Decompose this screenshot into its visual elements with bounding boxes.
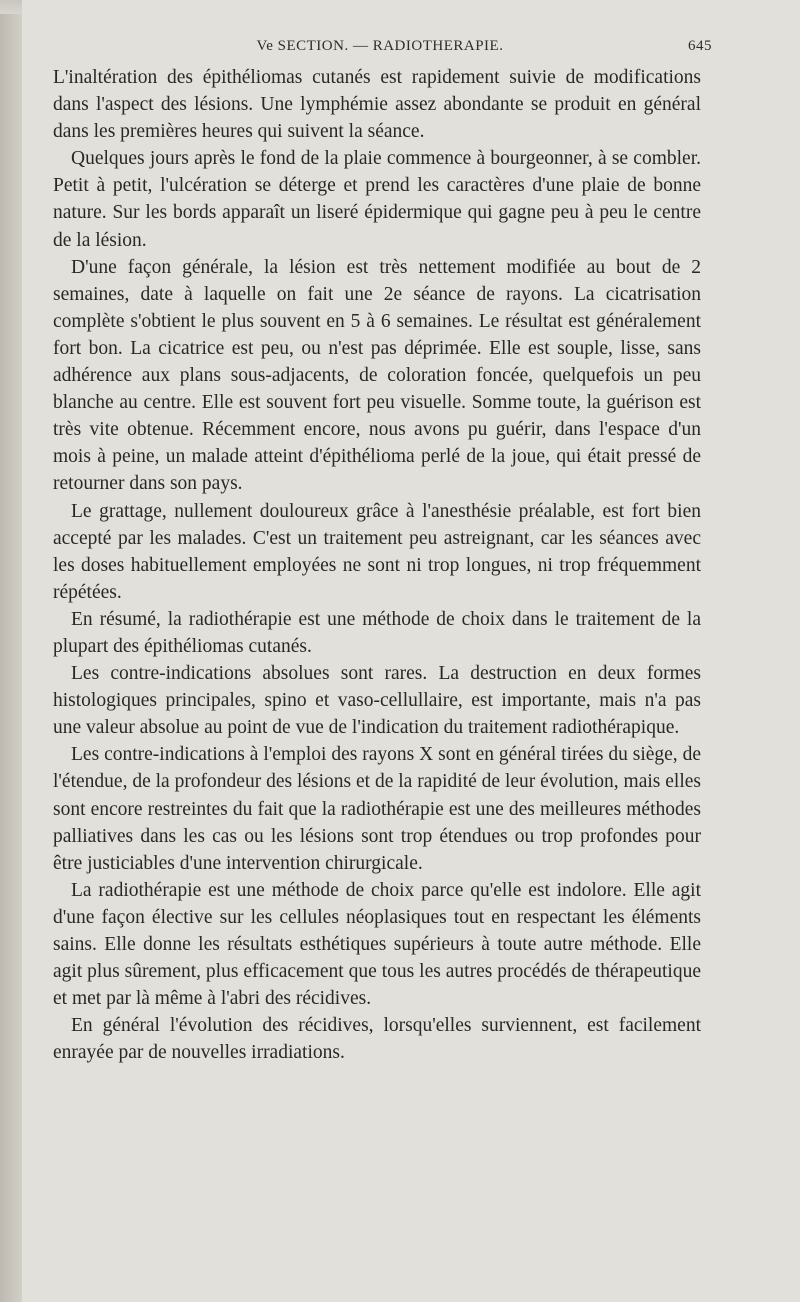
body-text (53, 64, 701, 1066)
paragraph-6: Les contre-indications absolues sont rares. La destruction en deux formes histologiques principales, spino et vaso-cellullaire, est importante, mais n'a pas une valeur absolue au point de vue de l'indication du traitement radiothérapique. (53, 663, 701, 739)
paragraph-9: En général l'évolution des récidives, lorsqu'elles surviennent, est facilement enrayée par de nouvelles irradiations. (53, 1015, 701, 1064)
paragraph-3: D'une façon générale, la lésion est très nettement modifiée au bout de 2 semaines, date à laquelle on fait une 2e séance de rayons. La cicatrisation complète s'obtient le plus souvent en 5 à 6 semaines. Le résultat est généralement fort bon. La cicatrice est peu, ou n'est pas déprimée. Elle est souple, lisse, sans adhérence aux plans sous-adjacents, de coloration foncée, quelquefois un peu blanche au centre. Elle est souvent fort peu visuelle. Somme toute, la guérison est très vite obtenue. Récemment encore, nous avons pu guérir, dans l'espace d'un mois à peine, un malade atteint d'épithélioma perlé de la joue, qui était pressé de retourner dans son pays. (53, 256, 701, 495)
paragraph-1: L'inaltération des épithéliomas cutanés est rapidement suivie de modifications dans l'aspect des lésions. Une lymphémie assez abondante se produit en général dans les premières heures qui suivent la séance. (53, 67, 701, 143)
paragraph-2: Quelques jours après le fond de la plaie commence à bourgeonner, à se combler. Petit à petit, l'ulcération se déterge et prend les caractères d'une plaie de bonne nature. Sur les bords apparaît un liseré épidermique qui gagne peu à peu le centre de la lésion. (53, 148, 701, 251)
paragraph-8: La radiothérapie est une méthode de choix parce qu'elle est indolore. Elle agit d'une façon élective sur les cellules néoplasiques tout en respectant les éléments sains. Elle donne les résultats esthétiques supérieurs à toute autre méthode. Elle agit plus sûrement, plus efficacement que tous les autres procédés de thérapeutique et met par là même à l'abri des récidives. (53, 879, 701, 1010)
running-header (48, 38, 712, 60)
paragraph-4: Le grattage, nullement douloureux grâce à l'anesthésie préalable, est fort bien accepté par les malades. C'est un traitement peu astreignant, car les séances avec les doses habituellement employées ne sont ni trop longues, ni trop fréquemment répétées. (53, 500, 701, 603)
section-title: Ve SECTION. — RADIOTHERAPIE. (256, 38, 504, 54)
page-number: 645 (688, 38, 712, 54)
paragraph-7: Les contre-indications à l'emploi des rayons X sont en général tirées du siège, de l'étendue, de la profondeur des lésions et de la rapidité de leur évolution, mais elles sont encore restreintes du fait que la radiothérapie est une des meilleures méthodes palliatives dans les cas ou les lésions sont trop étendues ou trop profondes pour être justiciables d'une intervention chirurgicale. (53, 744, 701, 874)
scan-shadow-left (0, 0, 22, 1302)
paragraph-5: En résumé, la radiothérapie est une méthode de choix dans le traitement de la plupart des épithéliomas cutanés. (53, 608, 701, 657)
book-page (22, 0, 800, 1302)
